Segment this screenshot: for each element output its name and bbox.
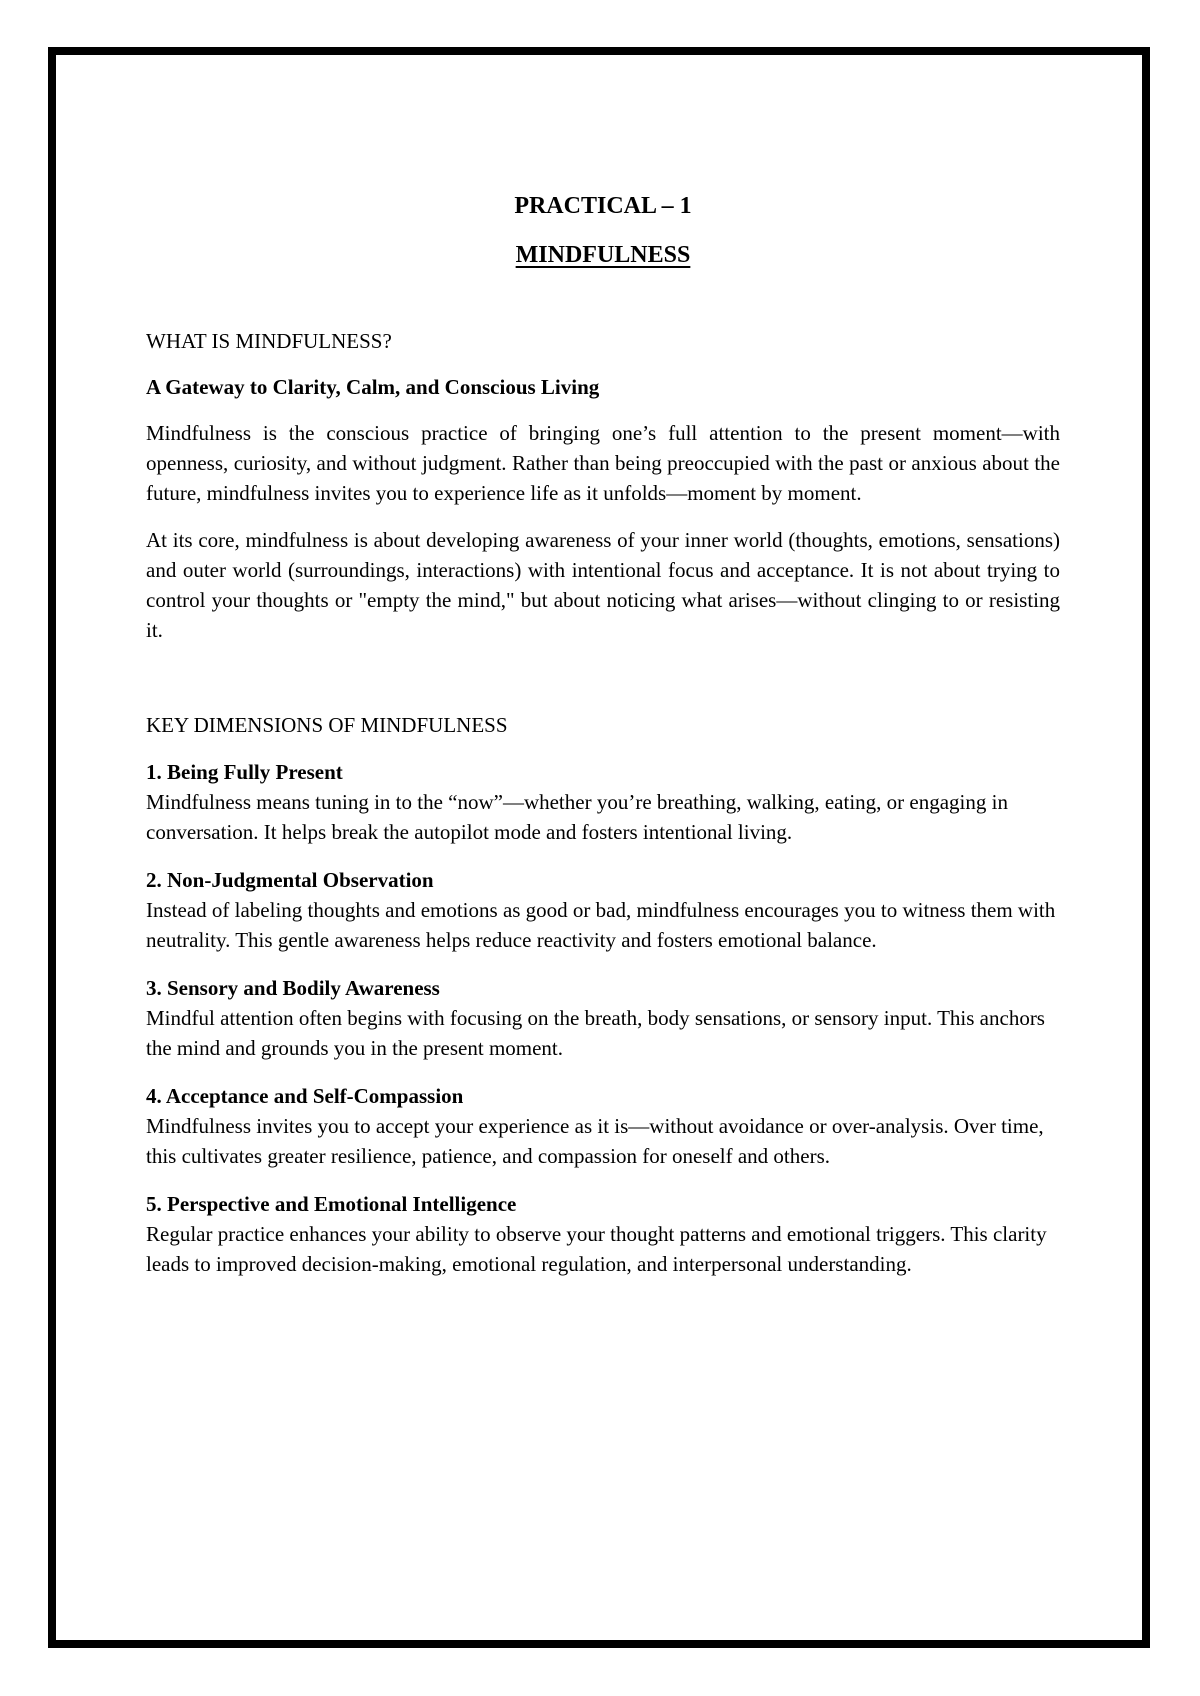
dimension-item bbox=[146, 973, 1060, 1063]
dimension-item bbox=[146, 1081, 1060, 1171]
paragraph-2: At its core, mindfulness is about developing awareness of your inner world (thoughts, emotions, sensations) and outer world (surroundings, interactions) with intentional focus and acceptance. It is not about trying to control your thoughts or "empty the mind," but about noticing what arises—without clinging to or resisting it. bbox=[146, 528, 1060, 642]
dimension-body: Regular practice enhances your ability to observe your thought patterns and emotional triggers. This clarity leads to improved decision-making, emotional regulation, and interpersonal understanding. bbox=[146, 1222, 1047, 1276]
section-heading-key: KEY DIMENSIONS OF MINDFULNESS bbox=[146, 713, 508, 737]
document-subtitle-text: MINDFULNESS bbox=[515, 242, 691, 268]
dimension-title: 3. Sensory and Bodily Awareness bbox=[146, 976, 440, 1000]
document-subtitle bbox=[146, 239, 1060, 271]
dimension-title: 5. Perspective and Emotional Intelligence bbox=[146, 1192, 517, 1216]
section-heading-what: WHAT IS MINDFULNESS? bbox=[146, 329, 392, 353]
dimension-body: Mindfulness invites you to accept your experience as it is—without avoidance or over-analysis. Over time, this cultivates greater resilience, patience, and compassion for oneself and others. bbox=[146, 1114, 1044, 1168]
document-content bbox=[146, 190, 1060, 1279]
dimension-item bbox=[146, 1189, 1060, 1279]
dimension-body: Mindfulness means tuning in to the “now”—whether you’re breathing, walking, eating, or engaging in conversation. It helps break the autopilot mode and fosters intentional living. bbox=[146, 790, 1008, 844]
paragraph-1: Mindfulness is the conscious practice of bringing one’s full attention to the present moment—with openness, curiosity, and without judgment. Rather than being preoccupied with the past or anxious about the future, mindfulness invites you to experience life as it unfolds—moment by moment. bbox=[146, 421, 1060, 505]
section-what-is-mindfulness bbox=[146, 327, 1060, 645]
dimension-item bbox=[146, 757, 1060, 847]
dimension-title: 4. Acceptance and Self-Compassion bbox=[146, 1084, 464, 1108]
dimension-body: Mindful attention often begins with focusing on the breath, body sensations, or sensory input. This anchors the mind and grounds you in the present moment. bbox=[146, 1006, 1045, 1060]
section-tagline: A Gateway to Clarity, Calm, and Conscious Living bbox=[146, 375, 600, 399]
dimension-title: 1. Being Fully Present bbox=[146, 760, 343, 784]
document-title: PRACTICAL – 1 bbox=[514, 193, 692, 219]
dimension-body: Instead of labeling thoughts and emotions as good or bad, mindfulness encourages you to witness them with neutrality. This gentle awareness helps reduce reactivity and fosters emotional balance. bbox=[146, 898, 1056, 952]
section-key-dimensions bbox=[146, 711, 1060, 1279]
dimension-title: 2. Non-Judgmental Observation bbox=[146, 868, 434, 892]
dimension-item bbox=[146, 865, 1060, 955]
